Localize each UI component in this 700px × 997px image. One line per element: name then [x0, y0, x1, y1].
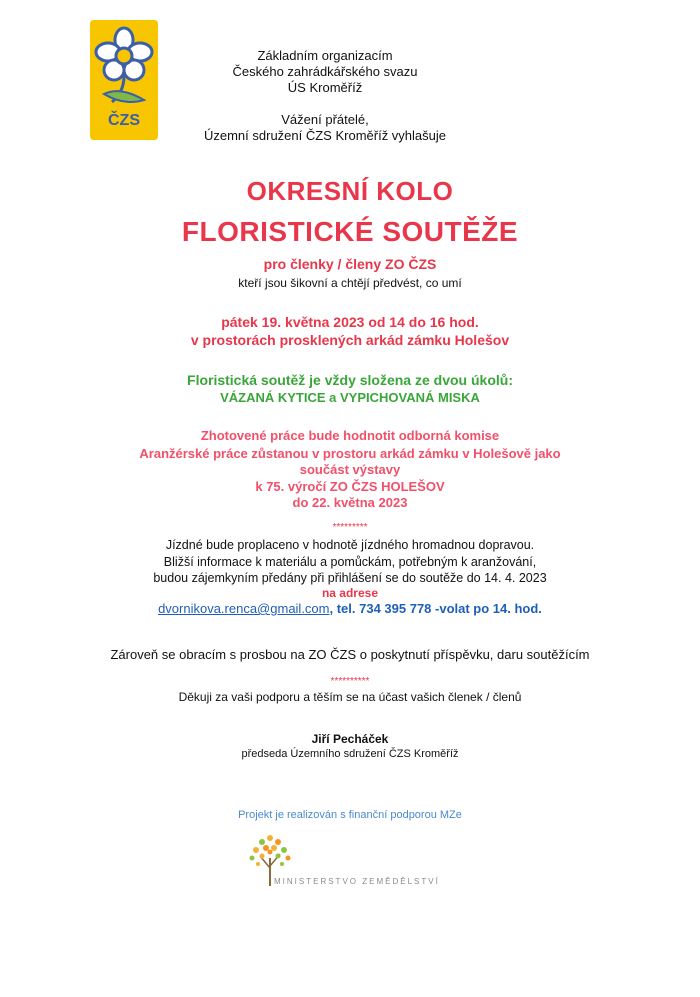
title-line-2: FLORISTICKÉ SOUTĚŽE: [181, 216, 519, 247]
header-line-2: Českého zahrádkářského svazu: [232, 64, 418, 79]
separator-stars-1: *********: [332, 522, 368, 533]
info-line-2: Bližší informace k materiálu a pomůckám, potřebným k aranžování,: [163, 555, 537, 569]
event-place: v prostorách prosklených arkád zámku Holešov: [190, 332, 510, 348]
info-address-label: na adrese: [321, 586, 379, 600]
subtitle-line-1: pro členky / členy ZO ČZS: [263, 256, 437, 272]
czs-logo: [90, 20, 158, 140]
exhibition-line-1: Zhotovené práce bude hodnotit odborná komise: [200, 428, 500, 443]
subtitle-line-2: kteří jsou šikovní a chtějí předvést, co umí: [238, 276, 462, 290]
header-block: [190, 48, 460, 144]
info-line-3: budou zájemkyním předány při přihlášení se do soutěže do 14. 4. 2023: [153, 571, 547, 585]
thanks-text: Děkuji za vaši podporu a těším se na účast vašich členek / členů: [178, 690, 522, 704]
header-line-3: ÚS Kroměříž: [287, 80, 363, 95]
phone-text: , tel. 734 395 778 -volat po 14. hod.: [329, 601, 542, 616]
logo-text: ČZS: [108, 112, 140, 129]
email-link[interactable]: dvornikova.renca@gmail.com: [158, 601, 330, 616]
greeting: Vážení přátelé,: [281, 112, 369, 127]
tasks-line-1: Floristická soutěž je vždy složena ze dvou úkolů:: [187, 372, 513, 388]
event-date: pátek 19. května 2023 od 14 do 16 hod.: [221, 314, 479, 330]
project-note: Projekt je realizován s finanční podporou MZe: [238, 809, 462, 821]
ministry-name: MINISTERSTVO ZEMĚDĚLSTVÍ: [274, 877, 440, 886]
announcer: Územní sdružení ČZS Kroměříž vyhlašuje: [203, 128, 447, 143]
tasks-line-2: VÁZANÁ KYTICE a VYPICHOVANÁ MISKA: [220, 390, 480, 405]
exhibition-line-4: k 75. výročí ZO ČZS HOLEŠOV: [255, 479, 445, 494]
contact-line: [0, 601, 700, 616]
exhibition-line-3: součást výstavy: [299, 462, 401, 477]
separator-stars-2: **********: [330, 676, 370, 687]
header-line-1: Základním organizacím: [257, 48, 393, 63]
request-text: Zároveň se obracím s prosbou na ZO ČZS o poskytnutí příspěvku, daru soutěžícím: [110, 647, 590, 662]
info-line-1: Jízdné bude proplaceno v hodnotě jízdného hromadnou dopravou.: [165, 538, 535, 552]
exhibition-line-2: Aranžérské práce zůstanou v prostoru arkád zámku v Holešově jako: [139, 446, 561, 461]
signature-name: Jiří Pecháček: [311, 732, 389, 746]
ministry-logo: [240, 828, 440, 898]
title-line-1: OKRESNÍ KOLO: [246, 176, 454, 206]
exhibition-line-5: do 22. května 2023: [292, 495, 408, 510]
signature-role: předseda Územního sdružení ČZS Kroměříž: [241, 748, 459, 760]
